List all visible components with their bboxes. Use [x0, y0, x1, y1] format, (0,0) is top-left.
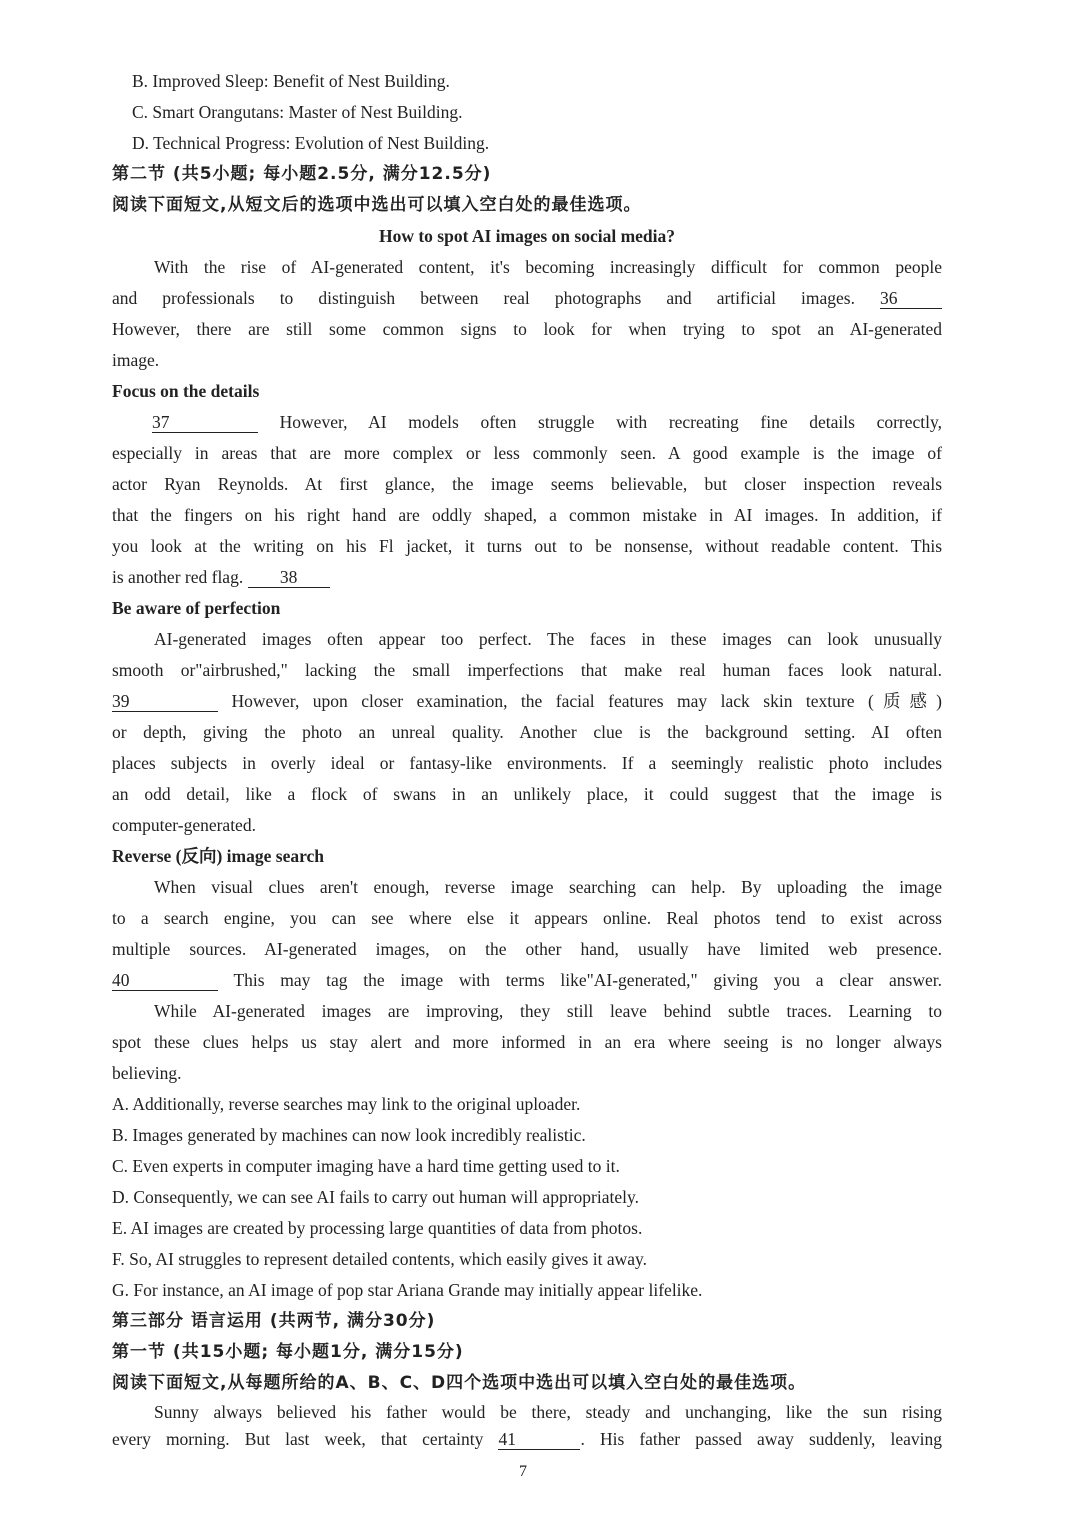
intro-line-4: image. — [112, 350, 160, 370]
conclusion-line-3: believing. — [112, 1063, 182, 1083]
blank-40[interactable]: 40 — [112, 970, 218, 991]
details-line-6 — [112, 562, 942, 593]
perfection-line-4: or depth, giving the photo an unreal quality. Another clue is the background setting. AI often — [112, 722, 942, 742]
heading-focus-details: Focus on the details — [112, 381, 260, 401]
perfection-line-3-text: However, upon closer examination, the facial features may lack skin texture (质感) — [231, 691, 943, 711]
option-d: D. Consequently, we can see AI fails to carry out human will appropriately. — [112, 1187, 639, 1207]
prev-option-c: C. Smart Orangutans: Master of Nest Building. — [132, 102, 463, 122]
option-b: B. Images generated by machines can now look incredibly realistic. — [112, 1125, 586, 1145]
passage-title: How to spot AI images on social media? — [378, 226, 676, 246]
blank-41[interactable]: 41 — [498, 1429, 580, 1450]
story-line-2 — [112, 1426, 942, 1453]
story-line-2-text-a: every morning. But last week, that certainty — [112, 1429, 484, 1449]
exam-page — [112, 66, 942, 1453]
perfection-line-2: smooth or"airbrushed," lacking the small imperfections that make real human faces look natural. — [112, 660, 942, 680]
perfection-line-6: an odd detail, like a flock of swans in an unlikely place, it could suggest that the image is — [112, 784, 942, 804]
option-a: A. Additionally, reverse searches may link to the original uploader. — [112, 1094, 581, 1114]
intro-line-2 — [112, 283, 942, 314]
blank-36[interactable]: 36 — [880, 288, 942, 309]
reverse-line-2: to a search engine, you can see where else it appears online. Real photos tend to exist across — [112, 908, 942, 928]
prev-option-b: B. Improved Sleep: Benefit of Nest Building. — [132, 71, 450, 91]
perfection-line-7: computer-generated. — [112, 815, 256, 835]
perfection-line-3 — [112, 686, 942, 717]
prev-option-d: D. Technical Progress: Evolution of Nest Building. — [132, 133, 490, 153]
details-line-6-text: is another red flag. — [112, 567, 244, 587]
part3-instruction: 阅读下面短文,从每题所给的A、B、C、D四个选项中选出可以填入空白处的最佳选项。 — [112, 1373, 807, 1393]
option-e: E. AI images are created by processing large quantities of data from photos. — [112, 1218, 643, 1238]
details-line-4: that the fingers on his right hand are oddly shaped, a common mistake in AI images. In addition, if — [112, 505, 942, 525]
heading-reverse-search: Reverse (反向) image search — [112, 846, 325, 866]
reverse-line-4 — [112, 965, 942, 996]
conclusion-line-2: spot these clues helps us stay alert and more informed in an era where seeing is no longer always — [112, 1032, 942, 1052]
blank-38[interactable]: 38 — [248, 567, 330, 588]
conclusion-line-1: While AI-generated images are improving, they still leave behind subtle traces. Learning to — [154, 1001, 942, 1021]
details-line-5: you look at the writing on his Fl jacket, it turns out to be nonsense, without readable content. This — [112, 536, 942, 556]
story-line-1: Sunny always believed his father would be there, steady and unchanging, like the sun rising — [154, 1402, 942, 1422]
blank-39[interactable]: 39 — [112, 691, 218, 712]
option-c: C. Even experts in computer imaging have a hard time getting used to it. — [112, 1156, 620, 1176]
details-line-1 — [112, 407, 942, 438]
intro-line-1: With the rise of AI-generated content, it's becoming increasingly difficult for common people — [154, 257, 942, 277]
page-number: 7 — [519, 1463, 527, 1480]
reverse-line-3: multiple sources. AI-generated images, on the other hand, usually have limited web presence. — [112, 939, 942, 959]
perfection-line-5: places subjects in overly ideal or fantasy-like environments. If a seemingly realistic photo includes — [112, 753, 942, 773]
perfection-line-1: AI-generated images often appear too perfect. The faces in these images can look unusually — [154, 629, 942, 649]
reverse-line-4-text: This may tag the image with terms like"AI-generated," giving you a clear answer. — [233, 970, 942, 990]
reverse-line-1: When visual clues aren't enough, reverse image searching can help. By uploading the image — [154, 877, 942, 897]
intro-line-2-text: and professionals to distinguish between real photographs and artificial images. — [112, 288, 855, 308]
option-g: G. For instance, an AI image of pop star Ariana Grande may initially appear lifelike. — [112, 1280, 703, 1300]
blank-37[interactable]: 37 — [152, 412, 258, 433]
story-line-2-text-b: . His father passed away suddenly, leaving — [580, 1429, 942, 1449]
part3-heading: 第三部分 语言运用 (共两节, 满分30分) — [112, 1311, 436, 1331]
option-f: F. So, AI struggles to represent detailed contents, which easily gives it away. — [112, 1249, 647, 1269]
section2-instruction: 阅读下面短文,从短文后的选项中选出可以填入空白处的最佳选项。 — [112, 195, 642, 215]
details-line-2: especially in areas that are more complex or less commonly seen. A good example is the image of — [112, 443, 942, 463]
details-line-1-text: However, AI models often struggle with recreating fine details correctly, — [279, 412, 943, 432]
intro-line-3: However, there are still some common signs to look for when trying to spot an AI-generated — [112, 319, 942, 339]
heading-perfection: Be aware of perfection — [112, 598, 281, 618]
section2-heading: 第二节 (共5小题; 每小题2.5分, 满分12.5分) — [112, 164, 492, 184]
details-line-3: actor Ryan Reynolds. At first glance, the image seems believable, but closer inspection reveals — [112, 474, 942, 494]
part3-subheading: 第一节 (共15小题; 每小题1分, 满分15分) — [112, 1342, 464, 1362]
